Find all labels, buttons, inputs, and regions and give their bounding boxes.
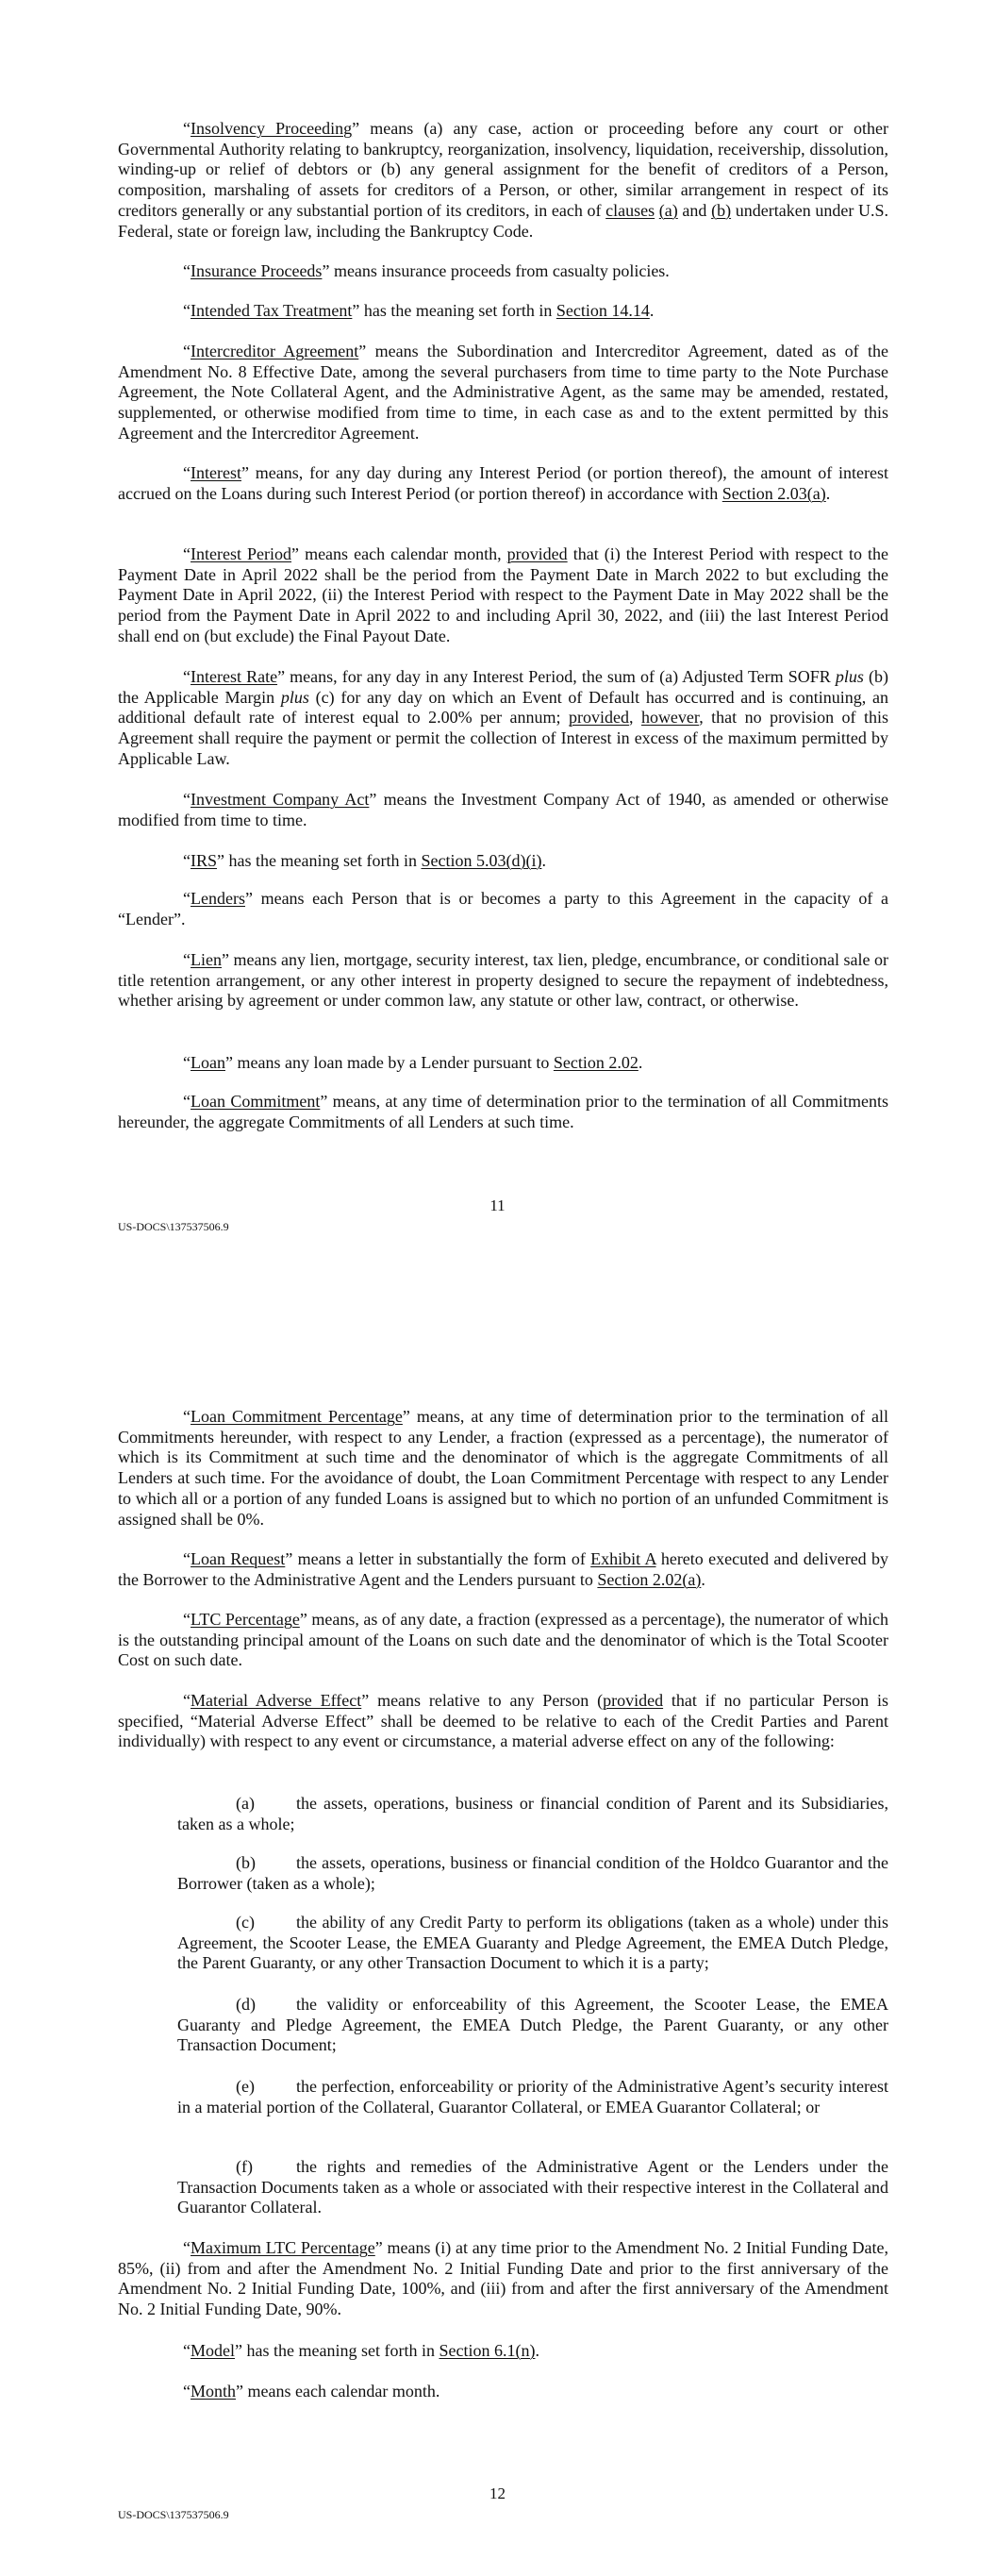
- body-text: the ability of any Credit Party to perform its obligations (taken as a whole) under this Agreement, the Scooter Lease, the EMEA Guaranty and Pledge Agreement, the EMEA Dutch Pledge, the Parent Guaranty, or any other Transaction Document to which it is a party;: [177, 1913, 888, 1973]
- defined-term-or-reference: Loan Commitment Percentage: [191, 1407, 403, 1426]
- page-number: 12: [489, 2484, 506, 2502]
- body-text: the validity or enforceability of this Agreement, the Scooter Lease, the EMEA Guaranty and Pledge Agreement, the EMEA Dutch Pledge, the Parent Guaranty, or any other Transaction Document;: [177, 1995, 888, 2055]
- body-text: ,: [628, 708, 641, 728]
- definition-paragraph: [118, 261, 888, 282]
- definition-paragraph: [118, 851, 888, 872]
- defined-term-or-reference: Intended Tax Treatment: [191, 301, 353, 320]
- defined-term-or-reference: Exhibit A: [590, 1549, 656, 1568]
- body-text: “: [183, 301, 191, 320]
- body-text: “: [183, 1053, 191, 1072]
- body-text: ” has the meaning set forth in: [217, 851, 422, 870]
- defined-term-or-reference: Section 6.1(n): [439, 2341, 536, 2360]
- defined-term-or-reference: Section 2.03(a): [721, 483, 826, 503]
- emphasis-text: plus: [280, 687, 309, 707]
- document-id: US-DOCS\137537506.9: [118, 2508, 229, 2521]
- body-text: “: [183, 1407, 191, 1426]
- definition-paragraph: [118, 2238, 888, 2320]
- defined-term-or-reference: (b): [711, 200, 732, 220]
- body-text: .: [535, 2341, 539, 2360]
- defined-term-or-reference: IRS: [191, 851, 218, 870]
- subclause-label: (d): [236, 1995, 256, 2014]
- definition-paragraph: [118, 790, 888, 830]
- defined-term-or-reference: Loan: [191, 1053, 225, 1072]
- body-text: ” means, for any day during any Interest Period (or portion thereof), the amount of interest accrued on the Loans during such Interest Period (or portion thereof) in accordance with: [118, 463, 888, 503]
- definition-paragraph: [118, 544, 888, 647]
- body-text: that (i) the Interest Period with respect to the Payment Date in April 2022 shall be the period from the Payment Date in March 2022 to but excluding the Payment Date in April 2022, (ii) the Interest Period with respect to the Payment Date in May 2022 shall be the period from the Payment Date in April 2022 to and including April 30, 2022, and (iii) the last Interest Period shall end on (but exclude) the Final Payout Date.: [118, 544, 888, 645]
- body-text: ” means any loan made by a Lender pursuant to: [224, 1053, 554, 1072]
- definition-paragraph: [118, 2341, 888, 2362]
- body-text: hereto executed and delivered by the Borrower to the Administrative Agent and the Lenders pursuant to: [118, 1549, 889, 1589]
- body-text: ” means each calendar month.: [236, 2382, 440, 2400]
- defined-term-or-reference: Interest Rate: [191, 667, 278, 686]
- definition-paragraph: [118, 1691, 888, 1752]
- defined-term-or-reference: Lenders: [191, 889, 245, 908]
- body-text: “: [183, 851, 191, 870]
- body-text: “: [183, 667, 191, 686]
- subclause-label: (f): [236, 2157, 253, 2176]
- body-text: “: [183, 1610, 191, 1629]
- body-text: , that no provision of this Agreement shall require the payment or permit the collection of Interest in excess of the maximum permitted by Applicable Law.: [118, 708, 889, 768]
- body-text: the perfection, enforceability or priority of the Administrative Agent’s security interest in a material portion of the Collateral, Guarantor Collateral, or EMEA Guarantor Collateral; or: [177, 2077, 888, 2116]
- body-text: ” means, as of any date, a fraction (expressed as a percentage), the numerator of which is the outstanding principal amount of the Loans on such date and the denominator of which is the Total Scooter Cost on such date.: [118, 1610, 888, 1670]
- definition-paragraph: [118, 1053, 888, 1074]
- body-text: ” means any lien, mortgage, security interest, tax lien, pledge, encumbrance, or conditional sale or title retention arrangement, or any other interest in property designed to secure the repayment of indebtedness, whether arising by agreement or under common law, any statute or other law, contract, or otherwise.: [118, 950, 888, 1011]
- definition-subclause: [177, 2077, 888, 2117]
- defined-term-or-reference: Loan Commitment: [191, 1092, 321, 1111]
- defined-term-or-reference: however: [640, 708, 700, 728]
- body-text: “: [183, 1092, 191, 1111]
- body-text: “: [183, 950, 191, 969]
- body-text: undertaken under U.S. Federal, state or foreign law, including the Bankruptcy Code.: [118, 200, 888, 241]
- definition-paragraph: [118, 1407, 888, 1530]
- definition-subclause: [177, 2157, 888, 2218]
- body-text: ” means (i) at any time prior to the Amendment No. 2 Initial Funding Date, 85%, (ii) from and after the Amendment No. 2 Initial Funding Date and prior to the first anniversary of the Amendment No. 2 Initial Funding Date, 100%, and (iii) from and after the first anniversary of the Amendment No. 2 Initial Funding Date, 90%.: [118, 2238, 888, 2319]
- body-text: and: [677, 200, 712, 220]
- definition-subclause: [177, 1794, 888, 1834]
- defined-term-or-reference: LTC Percentage: [191, 1610, 300, 1629]
- body-text: ” means relative to any Person (: [361, 1691, 604, 1710]
- body-text: ” means (a) any case, action or proceeding before any court or other Governmental Authority relating to bankruptcy, reorganization, insolvency, liquidation, receivership, dissolution, winding-up or relief of debtors or (b) any general assignment for the benefit of creditors of a Person, composition, marshaling of assets for creditors of a Person, or other, similar arrangement in respect of its creditors generally or any substantial portion of its creditors, in each of: [118, 119, 888, 220]
- body-text: .: [649, 301, 655, 320]
- body-text: “: [183, 463, 191, 482]
- definition-paragraph: [118, 1610, 888, 1671]
- definition-paragraph: [118, 1549, 888, 1590]
- defined-term-or-reference: Section 14.14: [556, 301, 650, 320]
- definition-paragraph: [118, 889, 888, 929]
- body-text: “: [183, 889, 191, 908]
- defined-term-or-reference: Model: [191, 2341, 235, 2360]
- defined-term-or-reference: Section 5.03(d)(i): [421, 851, 542, 870]
- page-number: 11: [489, 1196, 506, 1214]
- defined-term-or-reference: Interest Period: [191, 544, 292, 563]
- definition-paragraph: [118, 667, 888, 770]
- body-text: “: [183, 2238, 191, 2257]
- defined-term-or-reference: (a): [658, 200, 678, 220]
- defined-term-or-reference: Maximum LTC Percentage: [191, 2238, 375, 2257]
- definition-paragraph: [118, 119, 888, 242]
- body-text: ” means, for any day in any Interest Period, the sum of (a) Adjusted Term SOFR: [277, 667, 836, 686]
- defined-term-or-reference: Material Adverse Effect: [191, 1691, 362, 1710]
- body-text: “: [183, 342, 191, 360]
- body-text: “: [183, 261, 191, 280]
- body-text: .: [825, 483, 831, 503]
- definition-paragraph: [118, 1092, 888, 1132]
- defined-term-or-reference: Section 2.02: [553, 1053, 638, 1072]
- document-id: US-DOCS\137537506.9: [118, 1220, 229, 1233]
- defined-term-or-reference: provided: [506, 544, 568, 563]
- body-text: “: [183, 1549, 191, 1568]
- body-text: .: [638, 1053, 643, 1072]
- defined-term-or-reference: provided: [568, 708, 629, 728]
- defined-term-or-reference: Lien: [191, 950, 222, 969]
- definition-paragraph: [118, 2382, 888, 2402]
- definition-paragraph: [118, 342, 888, 444]
- subclause-label: (c): [236, 1913, 255, 1932]
- body-text: “: [183, 790, 191, 809]
- body-text: ” means, at any time of determination prior to the termination of all Commitments hereunder, the aggregate Commitments of all Lenders at such time.: [118, 1092, 888, 1131]
- defined-term-or-reference: Intercreditor Agreement: [191, 342, 359, 360]
- body-text: (c) for any day on which an Event of Default has occurred and is continuing, an additional default rate of interest equal to 2.00% per annum;: [118, 687, 888, 728]
- definition-subclause: [177, 1913, 888, 1974]
- defined-term-or-reference: Month: [191, 2382, 237, 2400]
- body-text: ” means insurance proceeds from casualty policies.: [322, 261, 670, 280]
- defined-term-or-reference: Interest: [191, 463, 241, 482]
- defined-term-or-reference: provided: [603, 1691, 664, 1710]
- body-text: .: [701, 1569, 705, 1589]
- defined-term-or-reference: Investment Company Act: [191, 790, 370, 809]
- defined-term-or-reference: Insurance Proceeds: [191, 261, 323, 280]
- definition-subclause: [177, 1995, 888, 2056]
- body-text: “: [183, 2382, 191, 2400]
- body-text: ” means, at any time of determination prior to the termination of all Commitments hereunder, with respect to any Lender, a fraction (expressed as a percentage), the numerator of which is its Commitment at such time and the denominator of which is the aggregate Commitments of all Lenders at such time. For the avoidance of doubt, the Loan Commitment Percentage with respect to any Lender to which all or a portion of any funded Loans is assigned but to which no portion of an unfunded Commitment is assigned shall be 0%.: [118, 1407, 889, 1529]
- subclause-label: (b): [236, 1853, 256, 1872]
- subclause-label: (a): [236, 1794, 255, 1813]
- body-text: that if no particular Person is specified, “Material Adverse Effect” shall be deemed to be relative to each of the Credit Parties and Parent individually) with respect to any event or circumstance, a material adverse effect on any of the following:: [118, 1691, 889, 1751]
- body-text: “: [183, 119, 191, 138]
- defined-term-or-reference: Loan Request: [191, 1549, 286, 1568]
- body-text: the assets, operations, business or financial condition of Parent and its Subsidiaries, taken as a whole;: [177, 1794, 888, 1833]
- body-text: “: [183, 1691, 191, 1710]
- body-text: the rights and remedies of the Administrative Agent or the Lenders under the Transaction Documents taken as a whole or associated with their respective interest in the Collateral and Guarantor Collateral.: [177, 2157, 888, 2217]
- body-text: ” means the Subordination and Intercreditor Agreement, dated as of the Amendment No. 8 Effective Date, among the several purchasers from time to time party to the Note Purchase Agreement, the Note Collateral Agent, and the Administrative Agent, as the same may be amended, restated, supplemented, or otherwise modified from time to time, in each case as and to the extent permitted by this Agreement and the Intercreditor Agreement.: [118, 342, 888, 443]
- defined-term-or-reference: Section 2.02(a): [597, 1569, 702, 1589]
- body-text: “: [183, 544, 191, 563]
- body-text: ” means the Investment Company Act of 1940, as amended or otherwise modified from time to time.: [118, 790, 888, 829]
- body-text: (b) the Applicable Margin: [118, 667, 888, 707]
- body-text: the assets, operations, business or financial condition of the Holdco Guarantor and the Borrower (taken as a whole);: [177, 1853, 888, 1893]
- body-text: .: [541, 851, 546, 870]
- defined-term-or-reference: clauses: [605, 200, 655, 220]
- body-text: ” has the meaning set forth in: [352, 301, 556, 320]
- definition-paragraph: [118, 301, 888, 322]
- subclause-label: (e): [236, 2077, 255, 2096]
- body-text: “: [183, 2341, 191, 2360]
- body-text: ” means each calendar month,: [291, 544, 507, 563]
- definition-paragraph: [118, 463, 888, 504]
- body-text: ” means each Person that is or becomes a party to this Agreement in the capacity of a “Lender”.: [118, 889, 888, 928]
- body-text: ” means a letter in substantially the form of: [285, 1549, 591, 1568]
- emphasis-text: plus: [835, 667, 864, 686]
- definition-paragraph: [118, 950, 888, 1012]
- body-text: ” has the meaning set forth in: [235, 2341, 439, 2360]
- definition-subclause: [177, 1853, 888, 1894]
- defined-term-or-reference: Insolvency Proceeding: [191, 119, 353, 138]
